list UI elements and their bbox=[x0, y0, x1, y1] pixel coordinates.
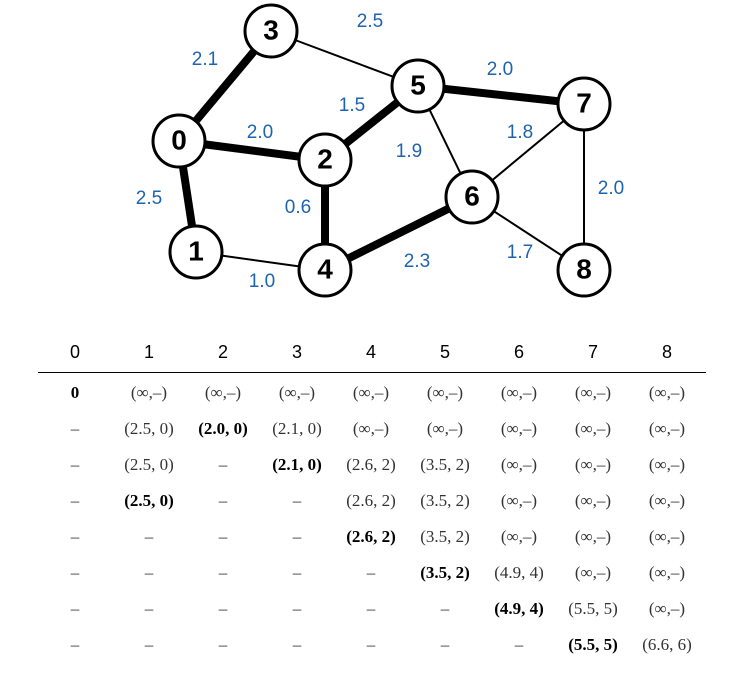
table-cell: – bbox=[144, 635, 154, 654]
node-label: 5 bbox=[410, 69, 426, 101]
node-label: 4 bbox=[317, 253, 333, 285]
table-cell: (2.0, 0) bbox=[198, 419, 248, 438]
node-label: 3 bbox=[263, 14, 279, 46]
table-cell: (5.5, 5) bbox=[568, 599, 618, 618]
table-cell: (6.6, 6) bbox=[642, 635, 692, 654]
table-cell: – bbox=[144, 563, 154, 582]
table-cell: – bbox=[292, 527, 302, 546]
edge-weight-label: 2.0 bbox=[486, 59, 514, 81]
table-cell: (∞,–) bbox=[648, 491, 686, 510]
table-cell: (∞,–) bbox=[500, 383, 538, 402]
edge-weight-label: 2.3 bbox=[403, 251, 431, 273]
table-cell: – bbox=[514, 635, 524, 654]
table-cell: (∞,–) bbox=[204, 383, 242, 402]
table-body bbox=[38, 383, 706, 671]
table-cell: – bbox=[218, 563, 228, 582]
edge-weight-label: 2.5 bbox=[356, 11, 384, 33]
node-1 bbox=[170, 226, 222, 278]
table-cell: – bbox=[366, 563, 376, 582]
table-cell: (∞,–) bbox=[500, 455, 538, 474]
edge-weight-label: 1.5 bbox=[338, 95, 366, 117]
node-3 bbox=[245, 5, 297, 57]
table-cell: (∞,–) bbox=[352, 419, 390, 438]
table-cell: (4.9, 4) bbox=[494, 599, 544, 618]
table-cell: (∞,–) bbox=[130, 383, 168, 402]
table-cell: (∞,–) bbox=[500, 491, 538, 510]
table-cell: (3.5, 2) bbox=[420, 491, 470, 510]
table-cell: (2.5, 0) bbox=[124, 455, 174, 474]
table-cell: – bbox=[70, 491, 80, 510]
node-label: 6 bbox=[464, 180, 480, 212]
graph-diagram bbox=[0, 0, 737, 330]
table-header-cell: 4 bbox=[365, 342, 376, 362]
table-row bbox=[38, 563, 706, 599]
node-0 bbox=[153, 115, 205, 167]
node-label: 7 bbox=[576, 87, 592, 119]
table-cell: (∞,–) bbox=[426, 383, 464, 402]
table-cell: – bbox=[70, 527, 80, 546]
table-header-cell: 3 bbox=[291, 342, 302, 362]
table-cell: – bbox=[70, 599, 80, 618]
table-cell: – bbox=[366, 635, 376, 654]
table-cell: – bbox=[218, 527, 228, 546]
edge-weight-label: 1.0 bbox=[248, 271, 276, 293]
table-cell: – bbox=[366, 599, 376, 618]
table-cell: (2.6, 2) bbox=[346, 491, 396, 510]
table-cell: (∞,–) bbox=[574, 419, 612, 438]
table-header-cell: 1 bbox=[143, 342, 154, 362]
table-row bbox=[38, 491, 706, 527]
table-cell: (∞,–) bbox=[500, 419, 538, 438]
table-cell: (∞,–) bbox=[426, 419, 464, 438]
table-cell: – bbox=[218, 635, 228, 654]
table-cell: – bbox=[218, 491, 228, 510]
table-header-row bbox=[38, 340, 706, 373]
table-cell: – bbox=[440, 635, 450, 654]
table-header-cell: 0 bbox=[69, 342, 80, 362]
table-cell: 0 bbox=[70, 383, 80, 402]
table-cell: – bbox=[144, 599, 154, 618]
table-cell: (∞,–) bbox=[648, 599, 686, 618]
table-cell: (∞,–) bbox=[352, 383, 390, 402]
edge-weight-label: 2.0 bbox=[597, 178, 625, 200]
table-row bbox=[38, 383, 706, 419]
table-cell: – bbox=[292, 635, 302, 654]
table-cell: – bbox=[292, 491, 302, 510]
table-cell: – bbox=[70, 419, 80, 438]
node-2 bbox=[299, 134, 351, 186]
edge-weight-label: 2.5 bbox=[135, 188, 163, 210]
node-5 bbox=[392, 60, 444, 112]
table-cell: (∞,–) bbox=[648, 383, 686, 402]
table-cell: (∞,–) bbox=[648, 455, 686, 474]
table-header-cell: 7 bbox=[587, 342, 598, 362]
table-cell: (3.5, 2) bbox=[420, 563, 470, 582]
table-row bbox=[38, 635, 706, 671]
node-8 bbox=[558, 244, 610, 296]
edge-weight-label: 1.8 bbox=[506, 122, 534, 144]
table-cell: (2.1, 0) bbox=[272, 455, 322, 474]
edge-weight-label: 1.9 bbox=[395, 141, 423, 163]
table-cell: – bbox=[440, 599, 450, 618]
table-cell: (3.5, 2) bbox=[420, 455, 470, 474]
edge-weight-label: 2.0 bbox=[246, 122, 274, 144]
table-cell: (2.1, 0) bbox=[272, 419, 322, 438]
table-header-cell: 6 bbox=[513, 342, 524, 362]
node-label: 8 bbox=[576, 253, 592, 285]
table-cell: – bbox=[144, 527, 154, 546]
table-cell: (∞,–) bbox=[574, 383, 612, 402]
table-cell: (∞,–) bbox=[648, 419, 686, 438]
table-cell: – bbox=[70, 455, 80, 474]
node-label: 1 bbox=[188, 235, 204, 267]
node-7 bbox=[558, 78, 610, 130]
edge-weight-label: 0.6 bbox=[284, 197, 312, 219]
table-cell: (3.5, 2) bbox=[420, 527, 470, 546]
table-cell: (2.6, 2) bbox=[346, 527, 396, 546]
node-4 bbox=[299, 244, 351, 296]
table-cell: (2.6, 2) bbox=[346, 455, 396, 474]
node-label: 2 bbox=[317, 143, 333, 175]
node-6 bbox=[446, 171, 498, 223]
table-cell: (2.5, 0) bbox=[124, 419, 174, 438]
table-cell: – bbox=[218, 455, 228, 474]
table-cell: (∞,–) bbox=[278, 383, 316, 402]
table-cell: (∞,–) bbox=[648, 527, 686, 546]
table-header-cell: 8 bbox=[661, 342, 672, 362]
table-cell: (∞,–) bbox=[500, 527, 538, 546]
table-header-cell: 5 bbox=[439, 342, 450, 362]
table-cell: (∞,–) bbox=[574, 491, 612, 510]
table-cell: – bbox=[70, 635, 80, 654]
table-cell: (2.5, 0) bbox=[124, 491, 174, 510]
table-row bbox=[38, 527, 706, 563]
table-cell: – bbox=[292, 563, 302, 582]
edge-weight-label: 2.1 bbox=[191, 49, 219, 71]
table-cell: (∞,–) bbox=[574, 527, 612, 546]
dijkstra-table bbox=[38, 340, 706, 671]
table-row bbox=[38, 455, 706, 491]
table-cell: (∞,–) bbox=[574, 455, 612, 474]
table-cell: – bbox=[292, 599, 302, 618]
edge-weight-label: 1.7 bbox=[506, 242, 534, 264]
table-cell: (5.5, 5) bbox=[568, 635, 618, 654]
table-row bbox=[38, 599, 706, 635]
table-cell: – bbox=[218, 599, 228, 618]
table-cell: (4.9, 4) bbox=[494, 563, 544, 582]
table-header-cell: 2 bbox=[217, 342, 228, 362]
edge-layer bbox=[179, 31, 584, 273]
table-cell: – bbox=[70, 563, 80, 582]
table-row bbox=[38, 419, 706, 455]
table-cell: (∞,–) bbox=[648, 563, 686, 582]
table-cell: (∞,–) bbox=[574, 563, 612, 582]
node-label: 0 bbox=[171, 124, 187, 156]
